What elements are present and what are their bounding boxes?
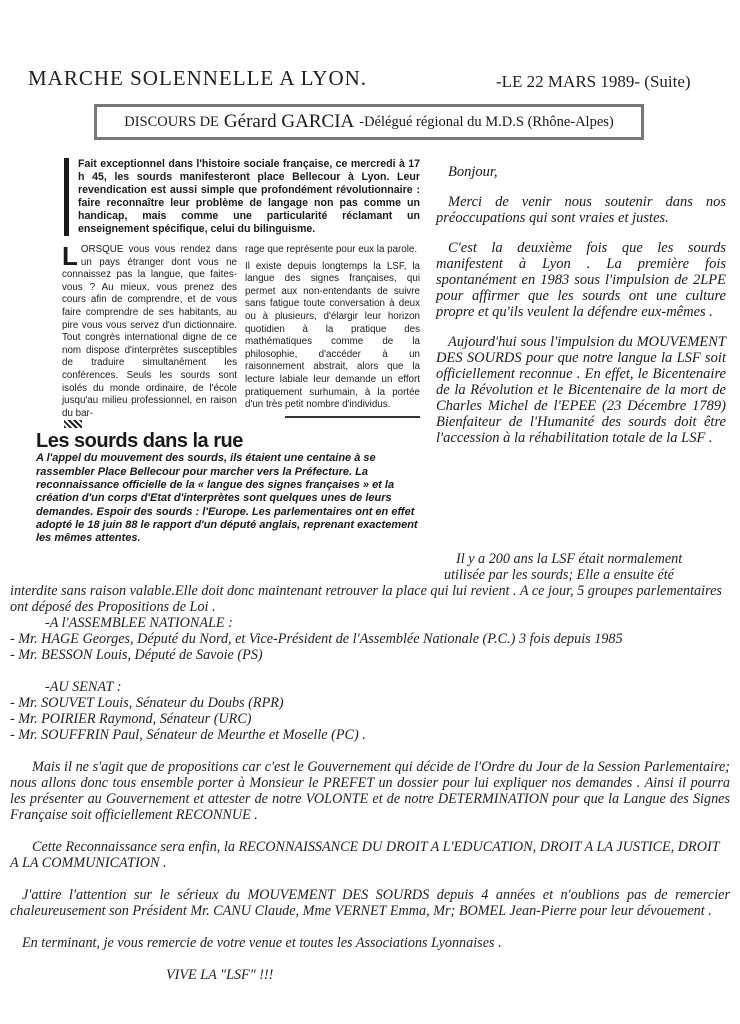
list-item: - Mr. SOUFFRIN Paul, Sénateur de Meurthe et Moselle (PC) . (10, 727, 366, 743)
clipping-headline: Les sourds dans la rue (36, 430, 243, 453)
list-item: - Mr. POIRIER Raymond, Sénateur (URC) (10, 711, 252, 727)
stamp-row (36, 420, 420, 430)
list-item: - Mr. HAGE Georges, Député du Nord, et Vice-Président de l'Assemblée Nationale (P.C.) 3 fois depuis 1985 (10, 631, 623, 647)
lede-bar (64, 158, 69, 236)
speech-line: Il y a 200 ans la LSF était normalement (456, 551, 683, 567)
list-item: - Mr. BESSON Louis, Député de Savoie (PS) (10, 647, 263, 663)
document-date: -LE 22 MARS 1989- (Suite) (496, 72, 691, 91)
newspaper-clipping (36, 158, 420, 545)
clipping-dropcap: L (62, 241, 78, 271)
clipping-column-1 (62, 241, 237, 420)
speech-right-column (436, 164, 726, 460)
speech-prefix: DISCOURS DE (124, 113, 219, 130)
clipping-column-1-text: ORSQUE vous vous rendez dans un pays étranger dont vous ne connaissez pas la langue, que faites-vous ? Au mieux, vous prenez des cours afin de comprendre, et de vous faire comprendre de ses habitants, au pire vous vous servez d'un dictionnaire. Tout congrès international digne de ce nom dispose d'interprètes susceptibles de traduire simultanément les conférences. Seuls les sourds sont isolés du monde ordinaire, de l'école jusqu'au milieu professionnel, en raison du bar- (62, 244, 237, 419)
speech-paragraph-text: Mais il ne s'agit que de propositions car c'est le Gouvernement qui décide de l'Ordre du Jour de la Session Parlementaire; nous allons donc tous ensemble porter à Monsieur le PREFET un dossier pour lui expliquer nos demandes . Ainsi il pourra les présenter au Gouvernement et attester de notre VOLONTE et de notre DETERMINATION pour que la Langue des Signes Française soit officiellement RECONNUE . (10, 759, 730, 823)
speech-paragraph (10, 839, 730, 871)
assemblee-list (10, 631, 730, 663)
speech-header-box (94, 104, 644, 140)
speech-paragraph (436, 240, 726, 320)
speech-paragraph (10, 887, 730, 919)
speaker-name: Gérard GARCIA (223, 111, 355, 132)
list-item: - Mr. SOUVET Louis, Sénateur du Doubs (RPR) (10, 695, 284, 711)
senat-heading: -AU SENAT : (45, 679, 122, 695)
speech-paragraph: En terminant, je vous remercie de votre venue et toutes les Associations Lyonnaises . (22, 935, 502, 951)
senat-list (10, 695, 730, 743)
speech-paragraph-text: C'est la deuxième fois que les sourds manifestent à Lyon . La première fois spontanément en 1983 sous l'impulsion de 2LPE pour affirmer que les sourds ont une culture propre et qu'ils veulent la défendre eux-mêmes . (436, 240, 726, 320)
speech-paragraph-text: interdite sans raison valable.Elle doit donc maintenant retrouver la place qui lui revient . A ce jour, 5 groupes parlementaires ont déposé des Propositions de Loi . (10, 583, 722, 615)
assemblee-heading: -A l'ASSEMBLEE NATIONALE : (45, 615, 233, 631)
speech-closing: VIVE LA "LSF" !!! (166, 967, 274, 983)
speech-lower-section (10, 551, 730, 983)
column-rule (285, 416, 420, 418)
document-title: MARCHE SOLENNELLE A LYON. (28, 66, 368, 90)
speech-paragraph-text: Cette Reconnaissance sera enfin, la RECONNAISSANCE DU DROIT A L'EDUCATION, DROIT A LA JUSTICE, DROIT A LA COMMUNICATION . (10, 839, 720, 871)
clipping-column-2-p1: rage que représente pour eux la parole. (245, 244, 418, 255)
speech-paragraph (436, 194, 726, 226)
speech-paragraph-text: J'attire l'attention sur le sérieux du MOUVEMENT DES SOURDS depuis 4 années et n'oublions pas de remercier chaleureusement son Président Mr. CANU Claude, Mme VERNET Emma, Mr; BOMEL Jean-Pierre pour leur dévouement . (10, 887, 730, 919)
clipping-column-2-p2: Il existe depuis longtemps la LSF, la langue des signes françaises, qui permet aux non-entendants de suivre sans fatigue toute conversation à deux ou à plusieurs, d'élargir leur horizon quotidien à la pratique des mathématiques comme de la philosophie, d'accéder à un raisonnement abstrait, alors que la lecture labiale leur demande un effort pratiquement surhumain, à la portée d'un très petit nombre d'individus. (245, 260, 420, 411)
speech-line: utilisée par les sourds; Elle a ensuite été (444, 567, 674, 583)
speech-greeting: Bonjour, (448, 164, 498, 180)
clipping-columns (62, 241, 420, 420)
speech-paragraph (436, 334, 726, 446)
clipping-summary: A l'appel du mouvement des sourds, ils étaient une centaine à se rassembler Place Bellecour pour marcher vers la Préfecture. La reconnaissance officielle de la « langue des signes françaises » et la création d'un corps d'Etat d'interprètes sont quelques unes de leurs demandes. Espoir des sourds : l'Europe. Les parlementaires ont en effet adopté le 18 juin 88 le rapport d'un député anglais, reprenant exactement les mêmes attentes. (36, 452, 418, 545)
clipping-column-2 (245, 244, 420, 420)
speaker-role: -Délégué régional du M.D.S (Rhône-Alpes) (359, 113, 614, 130)
scan-stamp-mark (64, 420, 82, 428)
speech-paragraph (10, 759, 730, 823)
speech-paragraph-text: Aujourd'hui sous l'impulsion du MOUVEMENT DES SOURDS pour que notre langue la LSF soit officiellement reconnue . En effet, le Bicentenaire de la Révolution et le Bicentenaire de la mort de Charles Michel de l'EPEE (23 Décembre 1789) Bienfaiteur de l'Humanité des sourds doit être l'accession à la réhabilitation totale de la LSF . (436, 334, 726, 446)
clipping-lede: Fait exceptionnel dans l'histoire sociale française, ce mercredi à 17 h 45, les sourds manifesteront place Bellecour à Lyon. Leur revendication est aussi simple que profondément révolutionnaire : faire reconnaître leur problème de langage non pas comme un handicap, mais comme une particularité réclamant un enseignement spécifique, celui du bilinguisme. (78, 158, 420, 235)
clipping-lede-block (64, 158, 420, 236)
speech-paragraph (10, 551, 730, 615)
speech-paragraph-text: Merci de venir nous soutenir dans nos préoccupations qui sont vraies et justes. (436, 194, 726, 226)
